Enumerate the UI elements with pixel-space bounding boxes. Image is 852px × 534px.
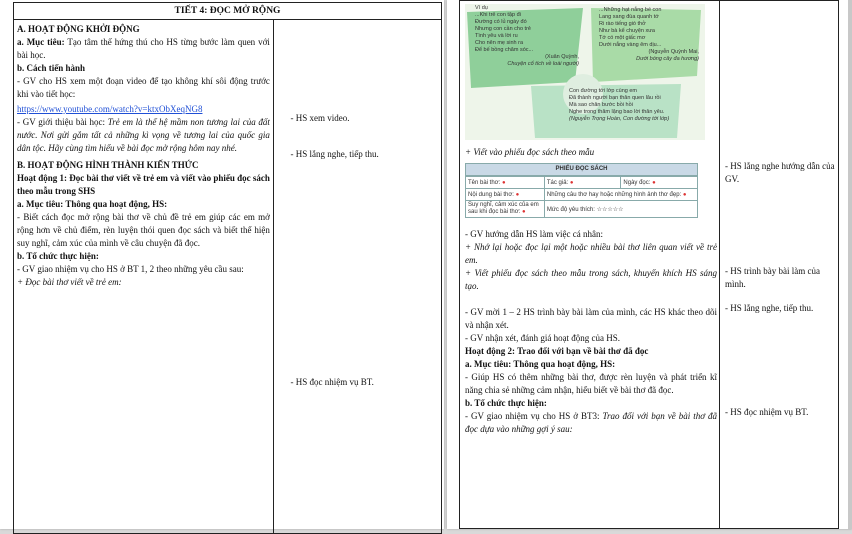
document-page-right [447,0,852,529]
teacher-text-right [465,228,717,436]
poem-bottom: Con đường tới lớp cùng em Đã thành người bạn thân quen lâu rồi Mà sao chân bước bồi hồi Nghe trong thăm lặng bao lời thân yêu. (Nguyễn Trọng Hoàn, Con đường tới lớp) [569,88,670,122]
guide-sub1: + Nhớ lại hoặc đọc lại một hoặc nhiều bài thơ liên quan viết về trẻ em. [465,242,717,265]
form-title-field: Tên bài thơ: [468,179,501,186]
guide-sub2: + Viết phiếu đọc sách theo mẫu trong sách, khuyến khích HS sáng tạo. [465,268,717,291]
form-content-field: Nội dung bài thơ: [468,191,514,198]
activity1-goal-text: - Biết cách đọc mở rộng bài thơ về chủ đề trẻ em giúp các em mở rộng hơn về chủ điểm, rèn luyện thói quen đọc sách và biết thể hiện suy nghĩ, cảm xúc của mình về câu chuyện đã đọc. [17,212,270,248]
assess-line: - GV nhận xét, đánh giá hoạt động của HS. [465,333,621,343]
a-goal-label: a. Mục tiêu: [17,37,65,47]
hs-note-r1: - HS lắng nghe hướng dẫn của GV. [725,161,835,184]
section-a-heading: A. HOẠT ĐỘNG KHỞI ĐỘNG [17,24,140,34]
poem-right: ...Những hạt nắng bé con Lang xang đùa quanh tớ Ri rào tiếng gió thở Như bà kể chuyện xưa Tớ có một giấc mơ Dưới nắng vàng êm dịu... (Nguyễn Quỳnh Mai, Dưới bóng cây đa hương) [599,7,699,62]
b-line2 [17,116,270,155]
a-goal-text: Tạo tâm thế hứng thú cho HS từng bước làm quen với bài học. [17,37,270,60]
activity1-org-line1: - GV giao nhiệm vụ cho HS ở BT 1, 2 theo những yêu cầu sau: [17,264,244,274]
activity1-org-line2: + Đọc bài thơ viết về trẻ em: [17,277,122,287]
hs-note-r4: - HS đọc nhiệm vụ BT. [725,407,809,417]
poem-illustration [465,4,705,140]
lesson-table-left [13,2,442,534]
activity1-org-label: b. Tổ chức thực hiện: [17,251,99,261]
guide-line: - GV hướng dẫn HS làm việc cá nhân: [465,229,603,239]
b-line1: - GV cho HS xem một đoạn video để tạo không khí sôi động trước khi vào tiết học: [17,76,270,99]
activity1-title: Hoạt động 1: Đọc bài thơ viết về trẻ em và viết vào phiếu đọc sách theo mẫu trong SHS [17,173,270,196]
activity2-org-italic: Trao đổi với bạn về bài thơ đã đọc dựa vào những gợi ý sau: [465,411,717,434]
activity2-org-label: b. Tổ chức thực hiện: [465,398,547,408]
lesson-title: TIẾT 4: ĐỌC MỞ RỘNG [14,3,442,20]
hs-note-1: - HS xem video. [290,112,350,123]
hs-note-2: - HS lắng nghe, tiếp thu. [290,148,379,159]
hs-note-r3: - HS lắng nghe, tiếp thu. [725,303,814,313]
activity2-org-lead: - GV giao nhiệm vụ cho HS ở BT3: [465,411,603,421]
reading-form-header: PHIẾU ĐỌC SÁCH [465,163,698,176]
present-line: - GV mời 1 – 2 HS trình bày bài làm của mình, các HS khác theo dõi và nhận xét. [465,307,717,330]
poem-left: Ví dụ ...Khi trẻ con tập đi Đường có lủ ngày đó Nhưng con cần cho trẻ Tình yêu và lời ru Cho nên mẹ sinh ra Để bế bồng chăm sóc... (Xuân Quỳnh, Chuyện cổ tích về loài người) [475,5,579,67]
hs-note-r2: - HS trình bày bài làm của mình. [725,266,820,289]
form-lines-field: Những câu thơ hay hoặc những hình ảnh thơ đẹp: [546,191,682,198]
form-author-field: Tác giả: [546,179,569,186]
b-line2-italic: Trẻ em là thế hệ mầm non tương lai của đất nước. Nơi gửi gắm tất cả những kì vọng về tương lai của quốc gia dân tộc. Hãy cùng tìm hiểu về bài đọc mở rộng hôm nay nhé. [17,117,270,153]
video-link[interactable]: https://www.youtube.com/watch?v=ktxObXeqNG8 [17,104,203,114]
a-goal [17,36,270,62]
form-thoughts-field: Suy nghĩ, cảm xúc của em sau khi đọc bài thơ: [468,202,539,215]
hs-note-3: - HS đọc nhiệm vụ BT. [290,376,374,387]
section-b-heading: B. HOẠT ĐỘNG HÌNH THÀNH KIẾN THỨC [17,160,199,170]
b-line2-lead: - GV giới thiệu bài học: [17,117,108,127]
teacher-activity-cell [14,20,274,534]
form-rating-field: Mức độ yêu thích: ☆☆☆☆☆ [546,206,624,213]
reading-form: PHIẾU ĐỌC SÁCH Tên bài thơ: ● Tác giả: ● Ngày đọc: ● Nội dung bài thơ: ● Những câu thơ hay hoặc những hình ảnh thơ đẹp: ● Suy nghĩ, cảm xúc của em sau khi đọc bài thơ: ● Mức độ yêu thích: ☆☆☆☆☆ [465,163,698,218]
activity2-goal-text: - Giúp HS có thêm những bài thơ, được rèn luyện và phát triển kĩ năng chia sẻ những cảm nhận, hiểu biết về bài thơ đã đọc. [465,372,717,395]
form-instruction: + Viết vào phiếu đọc sách theo mẫu [465,147,595,157]
activity2-goal-label: a. Mục tiêu: Thông qua hoạt động, HS: [465,359,616,369]
b-heading: b. Cách tiến hành [17,63,86,73]
student-activity-cell [273,20,441,534]
vertical-scrollbar[interactable] [848,0,852,529]
activity2-title: Hoạt động 2: Trao đổi với bạn về bài thơ đã đọc [465,346,649,356]
form-date-field: Ngày đọc: [623,179,651,186]
activity1-goal-label: a. Mục tiêu: Thông qua hoạt động, HS: [17,199,168,209]
activity2-org [465,410,717,436]
